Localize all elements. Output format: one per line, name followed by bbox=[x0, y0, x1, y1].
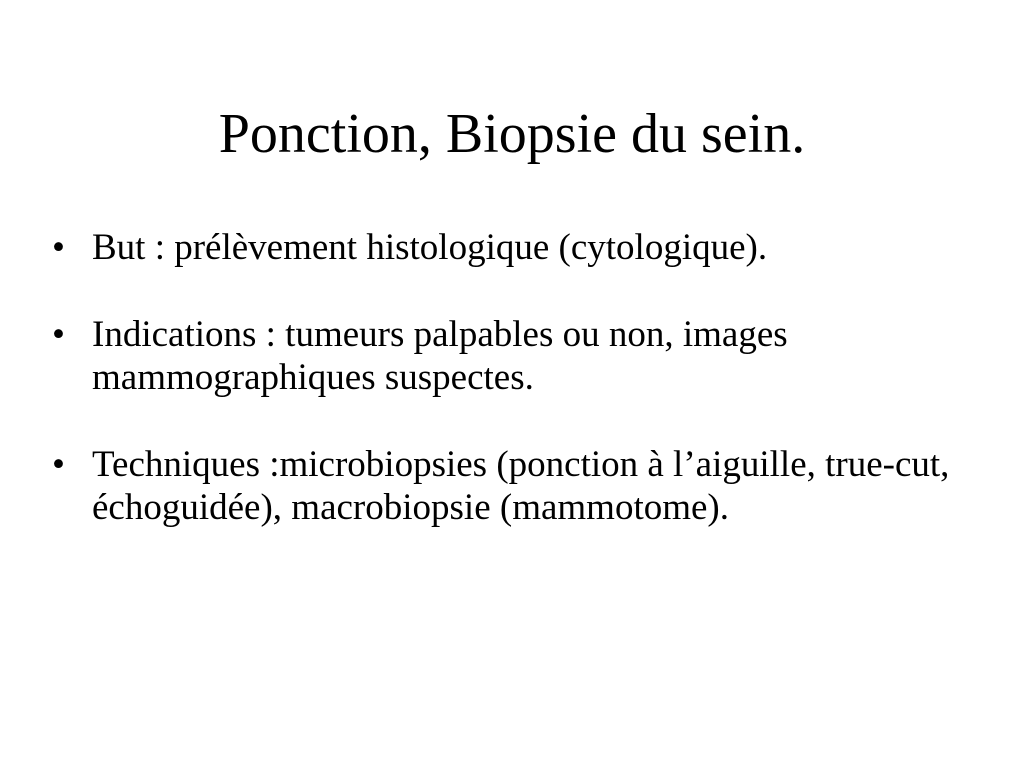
bullet-list bbox=[52, 226, 972, 573]
bullet-dot-icon: • bbox=[52, 444, 65, 485]
bullet-item-indications bbox=[52, 313, 972, 399]
bullet-text: But : prélèvement histologique (cytologique). bbox=[92, 227, 768, 268]
slide-title: Ponction, Biopsie du sein. bbox=[218, 103, 806, 165]
bullet-text: Indications : tumeurs palpables ou non, images mammographiques suspectes. bbox=[92, 314, 788, 398]
bullet-dot-icon: • bbox=[52, 314, 65, 355]
bullet-item-purpose bbox=[52, 226, 972, 269]
bullet-dot-icon: • bbox=[52, 227, 65, 268]
bullet-text: Techniques :microbiopsies (ponction à l’aiguille, true-cut, échoguidée), macrobiopsie (mammotome). bbox=[92, 444, 950, 528]
bullet-item-techniques bbox=[52, 443, 972, 529]
